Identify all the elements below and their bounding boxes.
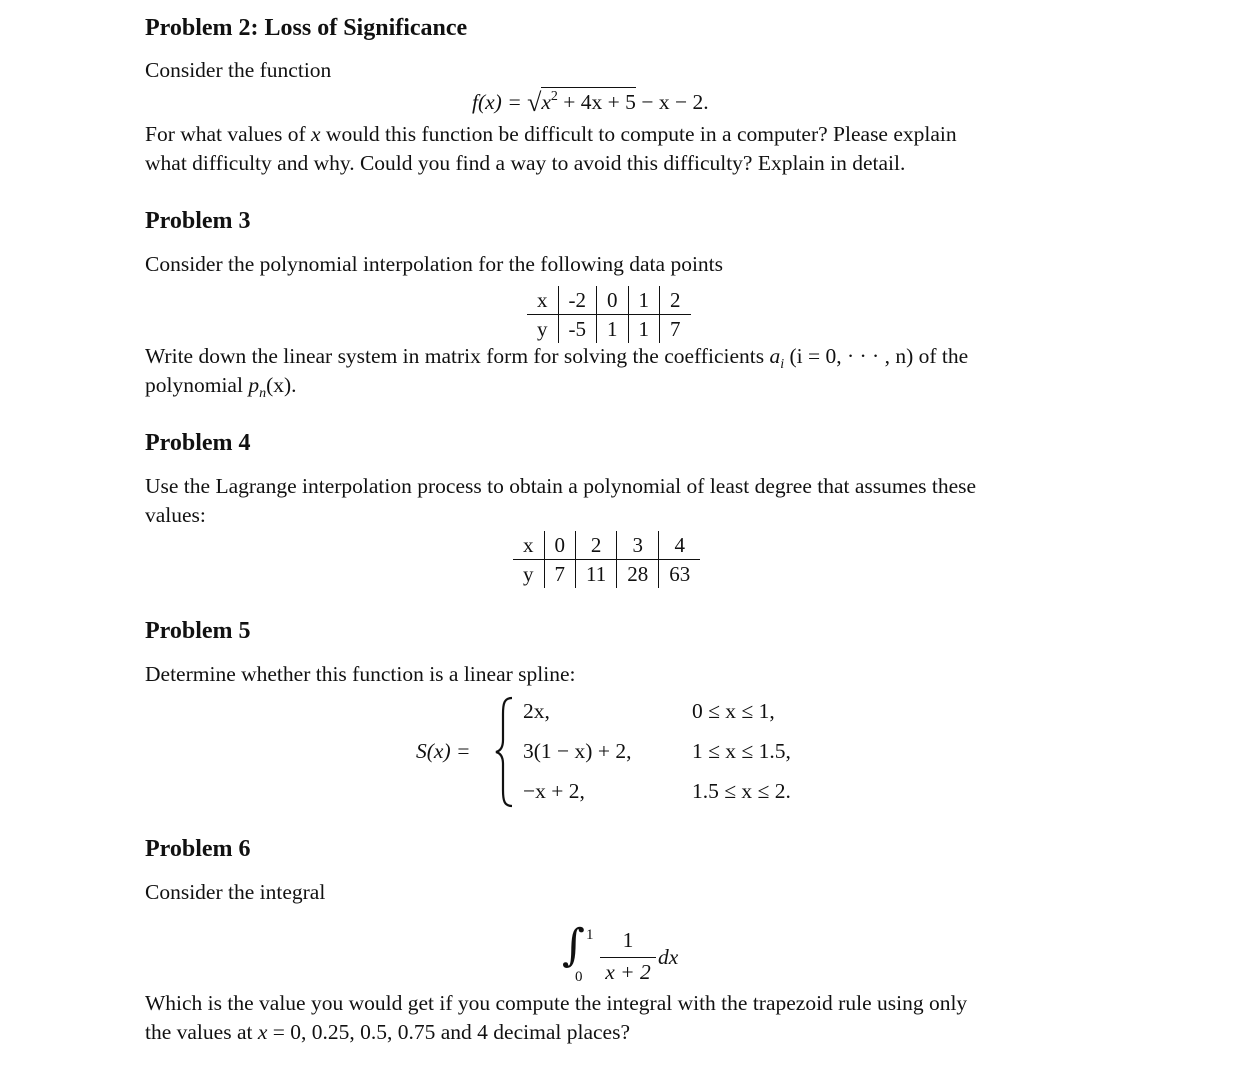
problem-3-line-1 bbox=[145, 344, 969, 372]
problem-3-line-2 bbox=[145, 373, 297, 401]
problem-2-intro: Consider the function bbox=[145, 58, 332, 82]
line-text: (x). bbox=[266, 373, 297, 397]
fraction-denominator: x + 2 bbox=[605, 960, 651, 984]
line-text: For what values of bbox=[145, 122, 311, 146]
problem-4-line-1: Use the Lagrange interpolation process to obtain a polynomial of least degree that assumes these bbox=[145, 474, 977, 498]
case-expression: −x + 2, bbox=[523, 779, 585, 803]
table-cell: 1 bbox=[628, 315, 660, 344]
line-text: = 0, 0.25, 0.5, 0.75 and 4 decimal places? bbox=[267, 1020, 630, 1044]
table-cell: 0 bbox=[597, 286, 629, 315]
problem-3-title: Problem 3 bbox=[145, 208, 251, 234]
sqrt-sign: √ bbox=[527, 88, 542, 117]
problem-2-equation bbox=[472, 88, 709, 117]
problem-4-data-table bbox=[513, 531, 700, 588]
line-text: polynomial bbox=[145, 373, 249, 397]
equation-lhs: f(x) = bbox=[472, 90, 528, 114]
radicand-rest: + 4x + 5 bbox=[557, 90, 636, 114]
variable-x: x bbox=[257, 1020, 268, 1044]
problem-4-title: Problem 4 bbox=[145, 430, 251, 456]
left-brace-icon bbox=[494, 696, 516, 808]
problem-6-line-2 bbox=[145, 1022, 630, 1044]
table-cell: 63 bbox=[659, 560, 701, 589]
integral-sign-icon: ∫ bbox=[562, 920, 585, 971]
line-text: of the bbox=[913, 344, 969, 368]
spline-case-2-expr bbox=[523, 741, 631, 763]
sqrt-radicand bbox=[541, 87, 636, 114]
table-cell: 2 bbox=[660, 286, 691, 315]
line-text: would this function be difficult to compute in a computer? Please explain bbox=[320, 122, 957, 146]
table-row-label: x bbox=[527, 286, 558, 315]
spline-case-3-cond bbox=[692, 781, 791, 803]
fraction-bar bbox=[600, 957, 656, 958]
case-condition: 0 ≤ x ≤ 1, bbox=[692, 699, 775, 723]
spline-case-1-cond bbox=[692, 701, 775, 723]
integral-upper-limit: 1 bbox=[586, 927, 594, 943]
radicand-exponent: 2 bbox=[550, 89, 558, 104]
table-cell: 11 bbox=[576, 560, 617, 589]
table-row-y bbox=[527, 315, 691, 344]
problem-5-title: Problem 5 bbox=[145, 618, 251, 644]
table-row-x bbox=[513, 531, 700, 560]
problem-2-title: Problem 2: Loss of Significance bbox=[145, 15, 468, 41]
table-cell: 0 bbox=[544, 531, 576, 560]
table-cell: 28 bbox=[617, 560, 659, 589]
fraction-numerator: 1 bbox=[622, 928, 634, 952]
table-row-label: x bbox=[513, 531, 544, 560]
table-cell: 7 bbox=[544, 560, 576, 589]
variable-x: x bbox=[311, 122, 321, 146]
table-cell: 3 bbox=[617, 531, 659, 560]
table-row-y bbox=[513, 560, 700, 589]
radicand-x: x bbox=[541, 90, 551, 114]
table-row-label: y bbox=[537, 317, 548, 341]
table-cell: -5 bbox=[558, 315, 597, 344]
problem-2-line-1 bbox=[145, 124, 957, 146]
case-condition: 1.5 ≤ x ≤ 2. bbox=[692, 779, 791, 803]
table-cell: 1 bbox=[628, 286, 660, 315]
table-row-x bbox=[527, 286, 691, 315]
problem-6-line-1: Which is the value you would get if you compute the integral with the trapezoid rule using only bbox=[145, 991, 968, 1015]
table-cell: 4 bbox=[659, 531, 701, 560]
problem-3-data-table bbox=[527, 286, 691, 343]
integral-expression bbox=[562, 920, 702, 990]
problem-4-line-2: values: bbox=[145, 503, 206, 527]
problem-3-intro: Consider the polynomial interpolation for the following data points bbox=[145, 252, 724, 276]
case-expression: 3(1 − x) + 2, bbox=[523, 739, 632, 763]
table-cell: 2 bbox=[576, 531, 617, 560]
case-expression: 2x, bbox=[523, 699, 550, 723]
table-cell: 7 bbox=[660, 315, 691, 344]
integral-lower-limit: 0 bbox=[575, 969, 583, 985]
table-cell: -2 bbox=[558, 286, 597, 315]
line-text: the values at bbox=[145, 1020, 258, 1044]
problem-5-intro: Determine whether this function is a linear spline: bbox=[145, 662, 576, 686]
spline-case-1-expr bbox=[523, 701, 550, 723]
spline-lhs: S(x) = bbox=[416, 739, 471, 763]
case-condition: 1 ≤ x ≤ 1.5, bbox=[692, 739, 791, 763]
table-cell: 1 bbox=[597, 315, 629, 344]
equation-rest: − x − 2. bbox=[635, 90, 709, 114]
spline-case-3-expr bbox=[523, 781, 585, 803]
integral-dx: dx bbox=[658, 945, 679, 969]
problem-6-title: Problem 6 bbox=[145, 836, 251, 862]
index-range: (i = 0, · · · , n) bbox=[784, 344, 914, 368]
table-row-label: y bbox=[523, 562, 534, 586]
spline-case-2-cond bbox=[692, 741, 791, 763]
polynomial-subscript: n bbox=[259, 386, 267, 401]
line-text: Write down the linear system in matrix form for solving the coefficients bbox=[145, 344, 770, 368]
coefficient-a: a bbox=[769, 344, 781, 368]
problem-2-line-2: what difficulty and why. Could you find a way to avoid this difficulty? Explain in detail. bbox=[145, 151, 906, 175]
coefficient-subscript: i bbox=[780, 357, 785, 372]
polynomial-p: p bbox=[248, 373, 260, 397]
problem-6-intro: Consider the integral bbox=[145, 880, 326, 904]
